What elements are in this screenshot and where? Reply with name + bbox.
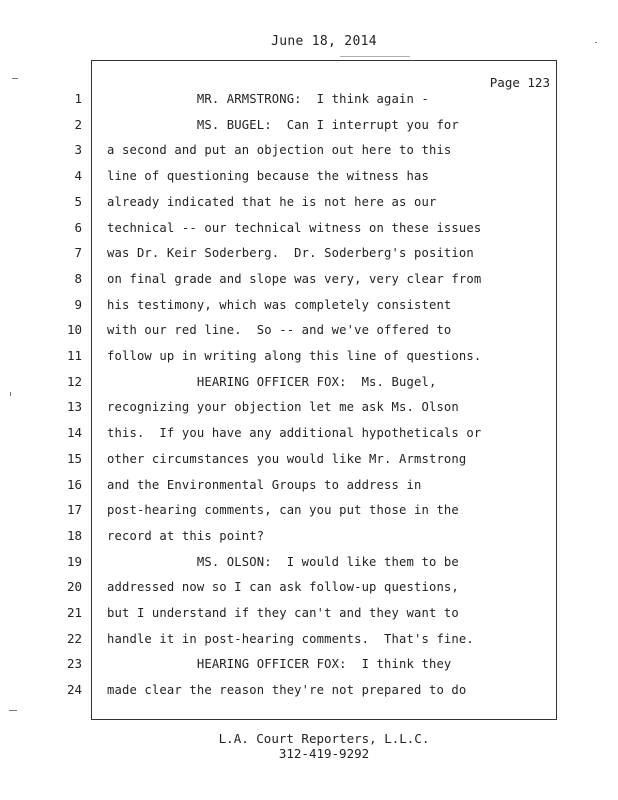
transcript-line: made clear the reason they're not prepared to do — [107, 683, 467, 698]
transcript-line: technical -- our technical witness on these issues — [107, 220, 482, 235]
scan-speck — [595, 42, 597, 43]
line-number: 21 — [66, 605, 82, 620]
page-number: Page 123 — [489, 75, 550, 90]
line-number: 5 — [74, 193, 82, 209]
transcript-page-frame — [91, 60, 557, 720]
transcript-date: June 18, 2014 — [271, 34, 377, 49]
transcript-line: on final grade and slope was very, very clear from — [107, 271, 482, 286]
transcript-line: MS. BUGEL: Can I interrupt you for — [107, 117, 459, 132]
scan-speck — [12, 78, 18, 79]
line-number: 2 — [74, 116, 82, 132]
transcript-line: was Dr. Keir Soderberg. Dr. Soderberg's position — [107, 246, 474, 261]
line-number: 16 — [66, 476, 82, 492]
transcript-line: but I understand if they can't and they want to — [107, 606, 459, 620]
transcript-line: this. If you have any additional hypotheticals or — [107, 426, 482, 441]
line-number: 11 — [66, 348, 82, 363]
line-number: 13 — [66, 399, 82, 415]
transcript-line: follow up in writing along this line of questions. — [107, 349, 482, 363]
reporter-firm: L.A. Court Reporters, L.L.C. — [218, 731, 430, 746]
transcript-line: recognizing your objection let me ask Ms. Olson — [107, 400, 459, 415]
scan-speck — [9, 710, 17, 711]
line-number: 10 — [66, 322, 82, 338]
line-number: 20 — [66, 579, 82, 595]
transcript-line: HEARING OFFICER FOX: Ms. Bugel, — [107, 374, 437, 389]
transcript-line: a second and put an objection out here to this — [107, 143, 452, 158]
line-number: 3 — [74, 142, 82, 158]
line-number: 12 — [66, 373, 82, 389]
line-number: 1 — [74, 91, 82, 106]
reporter-phone: 312-419-9292 — [278, 746, 370, 761]
line-number: 6 — [74, 219, 82, 235]
scan-speck — [340, 56, 410, 57]
line-number: 9 — [74, 296, 82, 312]
transcript-line: record at this point? — [107, 528, 265, 543]
transcript-line: MS. OLSON: I would like them to be — [107, 554, 459, 569]
line-number: 14 — [66, 425, 82, 441]
line-number: 23 — [66, 656, 82, 672]
transcript-line: his testimony, which was completely consistent — [107, 297, 452, 312]
line-number: 22 — [66, 630, 82, 646]
line-number: 17 — [66, 502, 82, 518]
line-number: 24 — [66, 682, 82, 698]
line-number: 4 — [74, 168, 82, 184]
transcript-line: and the Environmental Groups to address in — [107, 477, 422, 492]
line-number: 19 — [66, 553, 82, 569]
line-number: 8 — [74, 270, 82, 286]
scan-speck — [10, 392, 11, 396]
line-number: 15 — [66, 450, 82, 466]
transcript-line: with our red line. So -- and we've offered to — [107, 323, 452, 338]
line-number: 7 — [74, 245, 82, 261]
transcript-line: line of questioning because the witness has — [107, 169, 429, 184]
transcript-line: addressed now so I can ask follow-up questions, — [107, 580, 459, 595]
line-number: 18 — [66, 527, 82, 543]
transcript-line: already indicated that he is not here as our — [107, 194, 437, 209]
transcript-line: post-hearing comments, can you put those in the — [107, 503, 459, 518]
transcript-line: other circumstances you would like Mr. Armstrong — [107, 451, 467, 466]
transcript-line: handle it in post-hearing comments. That's fine. — [107, 631, 474, 646]
transcript-line: MR. ARMSTRONG: I think again - — [107, 92, 429, 106]
transcript-line: HEARING OFFICER FOX: I think they — [107, 657, 452, 672]
